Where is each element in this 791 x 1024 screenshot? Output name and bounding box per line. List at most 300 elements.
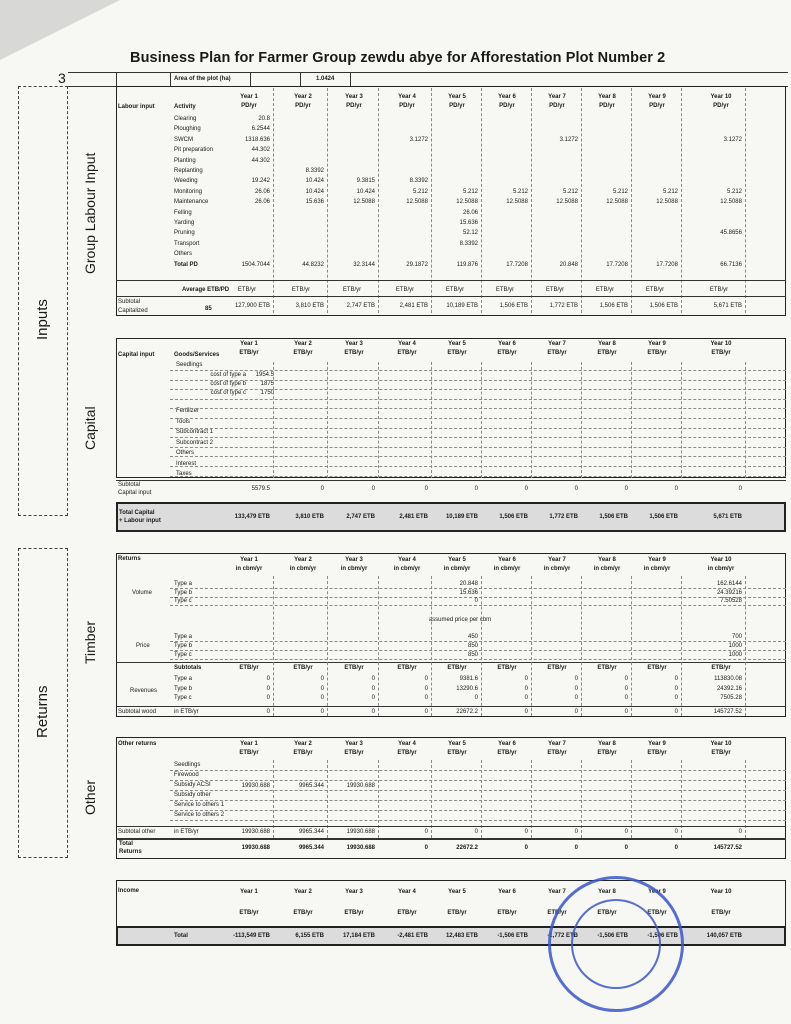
income-year-unit: ETB/yr (647, 910, 667, 916)
labour-activity-label: Monitoring (174, 188, 203, 195)
subtotal-wood-label: Subtotal wood (118, 709, 157, 715)
revenue-cell: 0 (474, 695, 478, 701)
timber-column-divider (378, 576, 379, 716)
timber-year-header: Year 7 (548, 557, 566, 563)
year-header: Year 10 (710, 341, 732, 347)
labour-cell: 12.5088 (720, 199, 742, 206)
volume-year10: 7.50528 (720, 598, 742, 604)
subtotal-other-value: 0 (738, 829, 742, 835)
header-divider (250, 72, 251, 86)
capital-subtotal-rule (116, 480, 786, 481)
year-unit: PD/yr (241, 103, 257, 109)
year-unit: ETB/yr (239, 750, 259, 756)
year-unit: ETB/yr (344, 750, 364, 756)
price-type-label: Type b (174, 643, 193, 649)
year-unit: PD/yr (399, 103, 415, 109)
income-total-value: -1,506 ETB (597, 933, 628, 939)
subtotal-other-label: Subtotal other (118, 829, 156, 835)
labour-etb-unit: ETB/yr (545, 287, 565, 293)
labour-etb-unit: ETB/yr (395, 287, 415, 293)
capital-subtotal-value: 0 (738, 486, 742, 492)
year-unit: ETB/yr (597, 350, 617, 356)
income-year-unit: ETB/yr (344, 910, 364, 916)
subtotals-unit: ETB/yr (547, 665, 567, 671)
year-unit: ETB/yr (397, 750, 417, 756)
income-total-value: 6,155 ETB (295, 933, 324, 939)
capital-subtotal-label: Subtotal (118, 482, 141, 488)
labour-cell: 12.5088 (456, 199, 478, 206)
other-return-item: Subsidy other (174, 792, 211, 798)
volume-year5: 20.848 (459, 581, 478, 587)
other-row-rule (170, 800, 786, 801)
labour-cell: 26.06 (462, 209, 478, 216)
capital-column-divider (273, 362, 274, 478)
labour-cell: 17.7208 (506, 261, 528, 268)
labour-cell: 1504.7044 (241, 261, 270, 268)
capital-row-rule (170, 476, 786, 477)
year-header: Year 10 (710, 741, 732, 747)
total-returns-value: 9965.344 (298, 845, 324, 851)
year-unit: ETB/yr (447, 750, 467, 756)
timber-year-unit: in cbm/yr (593, 566, 621, 572)
year-unit: ETB/yr (293, 750, 313, 756)
total-capital-label: Total Capital (119, 510, 155, 516)
year-unit: PD/yr (599, 103, 615, 109)
revenue-cell: 0 (371, 685, 375, 692)
year-header: Year 4 (398, 94, 416, 100)
timber-column-divider (431, 576, 432, 716)
other-return-item: Firewood (174, 772, 199, 778)
other-return-item: Service to others 1 (174, 802, 225, 808)
timber-column-divider (581, 576, 582, 716)
subtotal-other-value: 0 (474, 829, 478, 835)
capital-row-rule (170, 456, 786, 457)
revenue-cell: 0 (624, 695, 628, 701)
revenue-cell: 113830.08 (714, 676, 742, 682)
header-divider (116, 72, 117, 86)
labour-activity-label: Felling (174, 209, 192, 216)
income-year-header: Year 9 (648, 889, 666, 895)
year-header: Year 9 (648, 341, 666, 347)
labour-cell: 44.302 (251, 147, 270, 154)
labour-activity-label: Weeding (174, 178, 198, 185)
labour-subtotal-value: 1,506 ETB (649, 303, 678, 309)
subtotal-other-value: 19930.688 (241, 829, 270, 835)
labour-subtotal-value: 3,810 ETB (295, 303, 324, 309)
year-header: Year 4 (398, 341, 416, 347)
income-year-unit: ETB/yr (397, 910, 417, 916)
capital-section-label: Capital (82, 406, 98, 450)
subtotals-unit: ETB/yr (497, 665, 517, 671)
year-header: Year 10 (710, 94, 732, 100)
labour-cell: 15.636 (305, 199, 324, 206)
labour-cell: 32.3144 (353, 261, 375, 268)
labour-activity-label: Pruning (174, 230, 195, 237)
subtotal-other-value: 0 (624, 829, 628, 835)
price-year5: 850 (467, 652, 478, 658)
labour-cell: 45.8656 (720, 230, 742, 237)
subtotals-unit: ETB/yr (647, 665, 667, 671)
labour-cell: 12.5088 (556, 199, 578, 206)
labour-cell: 8.3392 (305, 168, 324, 174)
total-returns-value: 145727.52 (713, 845, 742, 851)
labour-subtotal-value: 5,671 ETB (713, 303, 742, 309)
revenue-cell: 24392.16 (716, 685, 742, 692)
capital-item-label: Interest (176, 460, 197, 467)
capital-column-divider (531, 362, 532, 478)
header-divider (350, 72, 351, 86)
capital-row-rule (170, 389, 786, 390)
goods-services-header: Goods/Services (174, 352, 220, 358)
income-total-value: -113,549 ETB (232, 933, 270, 939)
income-total-label: Total (174, 933, 188, 939)
labour-activity-label: Planting (174, 157, 196, 164)
timber-section-label: Timber (82, 620, 98, 664)
timber-year-unit: in cbm/yr (235, 566, 263, 572)
labour-cell: 3.1272 (409, 136, 428, 143)
labour-cell: 44.302 (251, 157, 270, 164)
subtotals-unit: ETB/yr (597, 665, 617, 671)
price-row-rule (170, 641, 786, 642)
revenue-cell: 0 (674, 695, 678, 701)
revenue-cell: 0 (574, 676, 578, 682)
timber-year-header: Year 9 (648, 557, 666, 563)
timber-column-divider (481, 576, 482, 716)
revenue-cell: 0 (371, 676, 375, 682)
timber-year-header: Year 6 (498, 557, 516, 563)
total-label: Total (119, 841, 133, 847)
timber-year-unit: in cbm/yr (543, 566, 571, 572)
volume-year5: 15.636 (459, 589, 478, 596)
labour-cell: 5.212 (512, 188, 528, 195)
year-unit: ETB/yr (597, 750, 617, 756)
capital-subtotal-value: 0 (674, 486, 678, 492)
labour-subtotal-value: 10,189 ETB (446, 303, 478, 309)
year-header: Year 2 (294, 741, 312, 747)
subtotals-label: Subtotals (174, 665, 202, 671)
price-year10: 1000 (728, 652, 742, 658)
labour-etb-unit: ETB/yr (237, 287, 257, 293)
revenue-cell: 0 (266, 685, 270, 692)
labour-total-rule (116, 280, 786, 281)
timber-year-unit: in cbm/yr (340, 566, 368, 572)
labour-etb-unit: ETB/yr (342, 287, 362, 293)
labour-etb-unit: ETB/yr (291, 287, 311, 293)
subsidy-acsi-value: 19930.688 (346, 783, 375, 789)
other-row-rule (170, 770, 786, 771)
capital-column-divider (327, 362, 328, 478)
year-header: Year 9 (648, 94, 666, 100)
price-label: Price (136, 643, 150, 649)
timber-year-header: Year 10 (710, 557, 732, 563)
price-row-rule (170, 650, 786, 651)
assumed-price-label: assumed price per cbm (428, 617, 492, 623)
year-header: Year 6 (498, 94, 516, 100)
seedling-cost-value: 1954.5 (255, 372, 274, 378)
year-header: Year 5 (448, 341, 466, 347)
timber-column-divider (631, 576, 632, 716)
year-unit: ETB/yr (547, 750, 567, 756)
year-header: Year 5 (448, 94, 466, 100)
labour-subtotal-value: 1,506 ETB (599, 303, 628, 309)
year-header: Year 1 (240, 94, 258, 100)
timber-year-header: Year 8 (598, 557, 616, 563)
labour-etb-unit: ETB/yr (445, 287, 465, 293)
capital-item-label: Subcontract 1 (176, 429, 214, 435)
labour-cell: 12.5088 (406, 199, 428, 206)
income-year-header: Year 10 (710, 889, 732, 895)
year-unit: ETB/yr (344, 350, 364, 356)
other-row-rule (170, 780, 786, 781)
subtotal-wood-value: 0 (574, 709, 578, 715)
capital-row-rule (170, 408, 786, 409)
labour-activity-label: Pit preparation (174, 147, 214, 154)
inputs-section-label: Inputs (34, 299, 51, 340)
revenue-type-label: Type c (174, 695, 192, 701)
labour-activity-label: Yarding (174, 220, 195, 226)
labour-cell: 66.7136 (720, 261, 742, 268)
timber-column-divider (681, 576, 682, 716)
labour-etb-unit: ETB/yr (709, 287, 729, 293)
capital-subtotal-value: 0 (624, 486, 628, 492)
labour-cell: 26.06 (254, 199, 270, 206)
labour-activity-label: Clearing (174, 116, 197, 122)
revenue-cell: 0 (424, 695, 428, 701)
volume-label: Volume (132, 590, 153, 596)
revenue-cell: 0 (674, 676, 678, 682)
subtotals-unit: ETB/yr (397, 665, 417, 671)
folded-corner (0, 0, 120, 60)
year-header: Year 6 (498, 741, 516, 747)
price-year5: 450 (467, 634, 478, 640)
revenue-type-label: Type a (174, 676, 193, 682)
capital-item-label: Tools (176, 418, 191, 425)
labour-cell: 12.5088 (606, 199, 628, 206)
subtotal-other-value: 0 (524, 829, 528, 835)
capital-row-rule (170, 399, 786, 400)
labour-cell: 9.3815 (356, 178, 375, 185)
subtotal-wood-value: 0 (266, 709, 270, 715)
revenue-cell: 9381.6 (459, 676, 478, 682)
labour-cell: 17.7208 (656, 261, 678, 268)
income-year-unit: ETB/yr (547, 910, 567, 916)
year-header: Year 2 (294, 94, 312, 100)
subtotals-unit: ETB/yr (293, 665, 313, 671)
seedling-cost-value: 1875 (260, 381, 274, 387)
capital-input-label: Capital input (118, 490, 152, 496)
capital-item-label: Taxes (176, 471, 192, 477)
income-year-header: Year 7 (548, 889, 566, 895)
subtotal-wood-value: 0 (320, 709, 324, 715)
subtotal-wood-value: 0 (674, 709, 678, 715)
price-row-rule (170, 659, 786, 660)
subtotals-unit: ETB/yr (447, 665, 467, 671)
labour-cell: 17.7208 (606, 261, 628, 268)
other-row-rule (170, 790, 786, 791)
year-unit: ETB/yr (397, 350, 417, 356)
timber-year-unit: in cbm/yr (493, 566, 521, 572)
total-capital-value: 1,506 ETB (649, 514, 678, 520)
labour-subtotal-rule (116, 296, 786, 297)
header-divider (170, 72, 171, 86)
capital-row-rule (170, 370, 786, 371)
subtotals-unit: ETB/yr (344, 665, 364, 671)
revenue-type-label: Type b (174, 685, 193, 692)
labour-subtotal-label: Subtotal (118, 299, 141, 305)
capital-column-divider (378, 362, 379, 478)
capital-row-rule (170, 437, 786, 438)
year-unit: PD/yr (649, 103, 665, 109)
income-year-header: Year 6 (498, 889, 516, 895)
capital-input-header: Capital input (118, 352, 155, 358)
year-header: Year 6 (498, 341, 516, 347)
capital-row-rule (170, 428, 786, 429)
capital-subtotal-value: 0 (371, 486, 375, 492)
volume-type-label: Type a (174, 581, 193, 587)
timber-year-header: Year 4 (398, 557, 416, 563)
subtotals-unit: ETB/yr (711, 665, 731, 671)
price-year10: 1000 (728, 643, 742, 649)
year-header: Year 7 (548, 741, 566, 747)
total-returns-value: 19930.688 (241, 845, 270, 851)
capital-column-divider (681, 362, 682, 478)
volume-year10: 24.39216 (716, 589, 742, 596)
official-stamp-inner-ring (571, 899, 661, 989)
subtotal-other-value: 0 (674, 829, 678, 835)
year-header: Year 8 (598, 741, 616, 747)
labour-cell: 44.8232 (302, 261, 324, 268)
timber-column-divider (273, 576, 274, 716)
capital-subtotal-value: 0 (424, 486, 428, 492)
total-capital-value: 133,479 ETB (234, 514, 270, 520)
capital-column-divider (581, 362, 582, 478)
year-header: Year 5 (448, 741, 466, 747)
page-number: 3 (58, 70, 66, 86)
labour-input-header: Labour input (118, 104, 155, 110)
labour-cell: 1318.636 (244, 136, 270, 143)
total-returns-value: 0 (574, 845, 578, 851)
labour-cell: 6.2544 (251, 126, 270, 133)
timber-year-unit: in cbm/yr (643, 566, 671, 572)
revenue-cell: 0 (424, 685, 428, 692)
revenue-cell: 0 (524, 676, 528, 682)
income-year-unit: ETB/yr (293, 910, 313, 916)
income-header: Income (118, 888, 140, 894)
income-year-unit: ETB/yr (597, 910, 617, 916)
labour-cell: 3.1272 (723, 136, 742, 143)
labour-etb-unit: ETB/yr (645, 287, 665, 293)
total-capital-value: 2,747 ETB (346, 514, 375, 520)
labour-cell: 5.212 (412, 188, 428, 195)
volume-type-label: Type b (174, 589, 193, 596)
income-total-value: -2,481 ETB (397, 933, 428, 939)
volume-row-rule (170, 588, 786, 589)
labour-capitalized-label: Capitalized (118, 308, 148, 314)
revenue-cell: 0 (424, 676, 428, 682)
labour-subtotal-value: 2,747 ETB (346, 303, 375, 309)
revenue-cell: 0 (320, 695, 324, 701)
year-header: Year 7 (548, 341, 566, 347)
labour-cell: 19.242 (251, 178, 270, 185)
income-total-value: 140,057 ETB (706, 933, 742, 939)
year-unit: ETB/yr (547, 350, 567, 356)
capital-subtotal-value: 0 (524, 486, 528, 492)
year-header: Year 3 (345, 94, 363, 100)
year-header: Year 4 (398, 741, 416, 747)
revenue-cell: 0 (574, 685, 578, 692)
labour-cell: 52.12 (462, 230, 478, 237)
volume-type-label: Type c (174, 598, 192, 604)
income-year-header: Year 2 (294, 889, 312, 895)
capital-row-rule (170, 380, 786, 381)
income-total-value: -1,506 ETB (647, 933, 678, 939)
labour-etb-unit: ETB/yr (595, 287, 615, 293)
returns-section-label: Returns (34, 685, 51, 738)
labour-cell: 12.5088 (353, 199, 375, 206)
labour-subtotal-value: 2,481 ETB (399, 303, 428, 309)
year-header: Year 8 (598, 341, 616, 347)
timber-year-header: Year 5 (448, 557, 466, 563)
revenues-label: Revenues (130, 688, 158, 694)
total-returns-value: 0 (674, 845, 678, 851)
year-unit: PD/yr (713, 103, 729, 109)
year-header: Year 1 (240, 741, 258, 747)
subtotal-other-value: 9965.344 (298, 829, 324, 835)
subsidy-acsi-value: 19930.688 (241, 783, 270, 789)
capital-row-rule (170, 466, 786, 467)
revenue-cell: 0 (320, 685, 324, 692)
price-year5: 850 (467, 643, 478, 649)
timber-column-divider (531, 576, 532, 716)
document-title: Business Plan for Farmer Group zewdu abye for Afforestation Plot Number 2 (130, 50, 666, 66)
total-returns-value: 0 (424, 845, 428, 851)
year-unit: ETB/yr (293, 350, 313, 356)
capital-subtotal-value: 0 (320, 486, 324, 492)
capital-subtotal-value: 0 (574, 486, 578, 492)
labour-cell: 15.636 (459, 220, 478, 226)
seedling-cost-value: 1750 (260, 390, 274, 396)
official-stamp (548, 876, 684, 1012)
capital-column-divider (481, 362, 482, 478)
capital-column-divider (431, 362, 432, 478)
other-row-rule (170, 820, 786, 821)
timber-year-unit: in cbm/yr (707, 566, 735, 572)
subtotal-wood-value: 145727.52 (713, 709, 742, 715)
seedling-cost-label: cost of type b (210, 381, 246, 387)
revenue-cell: 0 (524, 695, 528, 701)
year-unit: ETB/yr (239, 350, 259, 356)
volume-row-rule (170, 597, 786, 598)
labour-activity-label: Total PD (174, 261, 198, 268)
subtotals-unit: ETB/yr (239, 665, 259, 671)
timber-year-unit: in cbm/yr (443, 566, 471, 572)
income-year-header: Year 5 (448, 889, 466, 895)
revenue-cell: 0 (371, 695, 375, 701)
labour-cell: 5.212 (726, 188, 742, 195)
capital-column-divider (745, 362, 746, 478)
income-year-header: Year 1 (240, 889, 258, 895)
revenue-cell: 13290.6 (456, 685, 478, 692)
year-header: Year 1 (240, 341, 258, 347)
labour-cell: 5.212 (662, 188, 678, 195)
year-header: Year 3 (345, 341, 363, 347)
capital-item-label: Subcontract 2 (176, 439, 214, 446)
income-total-value: 12,483 ETB (445, 933, 478, 939)
income-year-unit: ETB/yr (497, 910, 517, 916)
seedling-cost-label: cost of type c (210, 390, 246, 396)
seedlings-label: Seedlings (176, 362, 203, 368)
year-header: Year 8 (598, 94, 616, 100)
